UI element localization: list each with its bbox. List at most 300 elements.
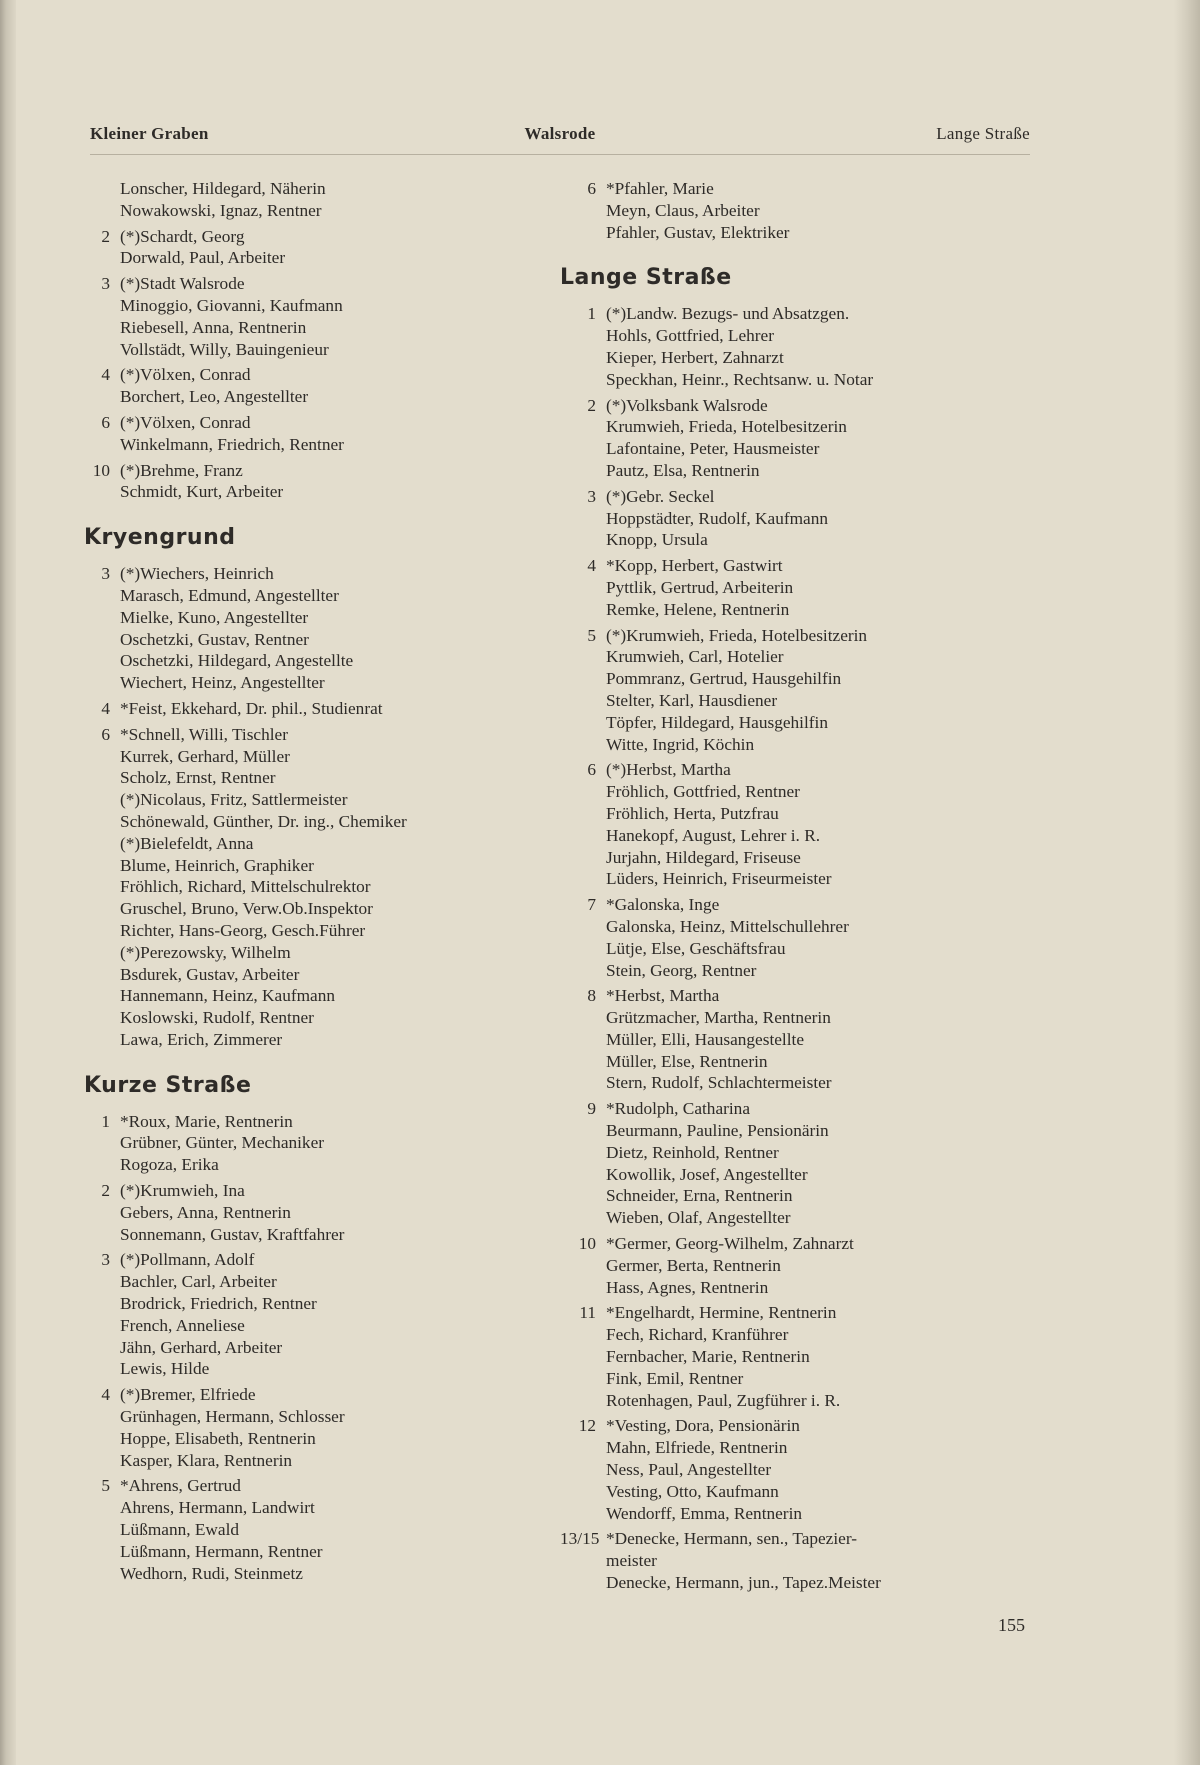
directory-entry (84, 247, 554, 269)
resident-text: Denecke, Hermann, jun., Tapez.Meister (606, 1573, 881, 1593)
page-binding-edge (0, 0, 16, 1765)
directory-entry (84, 985, 554, 1007)
resident-text: Minoggio, Giovanni, Kaufmann (120, 295, 343, 315)
directory-entry (84, 1180, 554, 1202)
directory-entry (84, 1450, 554, 1472)
directory-entry (560, 577, 1015, 599)
directory-entry (84, 339, 554, 361)
resident-text: Witte, Ingrid, Köchin (606, 734, 755, 754)
resident-text: Fink, Emil, Rentner (606, 1368, 744, 1388)
house-number: 6 (101, 724, 110, 744)
directory-entry (84, 1224, 554, 1246)
resident-text: Fröhlich, Herta, Putzfrau (606, 803, 779, 823)
directory-entry (84, 1497, 554, 1519)
resident-text: Wiechert, Heinz, Angestellter (120, 673, 325, 693)
directory-entry (560, 303, 1015, 325)
resident-text: *Engelhardt, Hermine, Rentnerin (606, 1303, 837, 1323)
directory-entry (560, 1164, 1015, 1186)
resident-text: Sonnemann, Gustav, Kraftfahrer (120, 1224, 345, 1244)
resident-text: Fröhlich, Gottfried, Rentner (606, 782, 800, 802)
resident-text: Galonska, Heinz, Mittelschullehrer (606, 916, 849, 936)
directory-entry (84, 386, 554, 408)
directory-entry (84, 746, 554, 768)
resident-text: (*)Krumwieh, Frieda, Hotelbesitzerin (606, 625, 868, 645)
directory-entry (560, 1029, 1015, 1051)
resident-text: Lüßmann, Ewald (120, 1520, 240, 1540)
directory-entry (560, 416, 1015, 438)
directory-entry (560, 347, 1015, 369)
resident-text: Krumwieh, Frieda, Hotelbesitzerin (606, 417, 847, 437)
directory-entry (560, 1437, 1015, 1459)
directory-entry (84, 724, 554, 746)
directory-entry (560, 1185, 1015, 1207)
resident-text: Pommranz, Gertrud, Hausgehilfin (606, 669, 842, 689)
directory-entry (84, 563, 554, 585)
directory-entry (84, 226, 554, 248)
directory-entry (560, 847, 1015, 869)
resident-text: Hass, Agnes, Rentnerin (606, 1277, 769, 1297)
directory-entry (84, 650, 554, 672)
resident-text: *Roux, Marie, Rentnerin (120, 1111, 293, 1131)
address-group (560, 894, 1015, 981)
directory-entry (84, 920, 554, 942)
resident-text: *Schnell, Willi, Tischler (120, 724, 288, 744)
directory-entry (560, 369, 1015, 391)
resident-text: Stern, Rudolf, Schlachtermeister (606, 1073, 832, 1093)
address-group (560, 1302, 1015, 1411)
resident-text: Lewis, Hilde (120, 1359, 210, 1379)
address-group (560, 1415, 1015, 1524)
resident-text: Gebers, Anna, Rentnerin (120, 1202, 291, 1222)
directory-entry (560, 1142, 1015, 1164)
header-right: Lange Straße (936, 124, 1030, 143)
directory-entry (560, 1233, 1015, 1255)
directory-entry (560, 781, 1015, 803)
directory-entry (84, 412, 554, 434)
resident-text: Lüders, Heinrich, Friseurmeister (606, 869, 832, 889)
house-number: 4 (587, 556, 596, 576)
directory-entry (560, 1324, 1015, 1346)
address-group (560, 486, 1015, 551)
street-heading: Kurze Straße (84, 1072, 252, 1098)
directory-entry (560, 200, 1015, 222)
resident-text: Dorwald, Paul, Arbeiter (120, 248, 286, 268)
resident-text: Remke, Helene, Rentnerin (606, 599, 790, 619)
right-column (560, 178, 1015, 1598)
resident-text: *Galonska, Inge (606, 895, 720, 915)
house-number: 2 (101, 226, 110, 246)
directory-entry (560, 555, 1015, 577)
directory-entry (560, 1572, 1015, 1594)
resident-text: *Ahrens, Gertrud (120, 1476, 241, 1496)
resident-text: Jähn, Gerhard, Arbeiter (120, 1337, 283, 1357)
directory-entry (84, 434, 554, 456)
resident-text: Kurrek, Gerhard, Müller (120, 746, 290, 766)
directory-entry (560, 599, 1015, 621)
address-group (560, 1098, 1015, 1229)
resident-text: Fech, Richard, Kranführer (606, 1325, 789, 1345)
address-group (84, 364, 554, 408)
directory-entry (560, 1346, 1015, 1368)
resident-text: Wedhorn, Rudi, Steinmetz (120, 1563, 303, 1583)
address-group (84, 1111, 554, 1176)
resident-text: Fröhlich, Richard, Mittelschulrektor (120, 877, 371, 897)
resident-text: *Germer, Georg-Wilhelm, Zahnarzt (606, 1234, 854, 1254)
resident-text: Pautz, Elsa, Rentnerin (606, 460, 760, 480)
resident-text: French, Anneliese (120, 1315, 245, 1335)
directory-entry (560, 1007, 1015, 1029)
resident-text: Schönewald, Günther, Dr. ing., Chemiker (120, 811, 407, 831)
directory-entry (560, 1255, 1015, 1277)
resident-text: Lafontaine, Peter, Hausmeister (606, 439, 820, 459)
resident-text: Riebesell, Anna, Rentnerin (120, 317, 307, 337)
house-number: 7 (587, 895, 596, 915)
resident-text: Borchert, Leo, Angestellter (120, 387, 309, 407)
address-group (560, 625, 1015, 756)
resident-text: (*)Krumwieh, Ina (120, 1181, 245, 1201)
resident-text: Bachler, Carl, Arbeiter (120, 1272, 277, 1292)
address-group (560, 759, 1015, 890)
resident-text: (*)Volksbank Walsrode (606, 395, 768, 415)
resident-text: *Herbst, Martha (606, 986, 720, 1006)
resident-text: Rogoza, Erika (120, 1155, 219, 1175)
resident-text: Germer, Berta, Rentnerin (606, 1255, 781, 1275)
directory-entry (84, 1428, 554, 1450)
directory-entry (560, 803, 1015, 825)
directory-entry (84, 1154, 554, 1176)
address-group (84, 698, 554, 720)
directory-entry (560, 1390, 1015, 1412)
resident-text: Wieben, Olaf, Angestellter (606, 1208, 791, 1228)
street-heading: Kryengrund (84, 525, 236, 551)
address-group (84, 460, 554, 504)
directory-entry (560, 1503, 1015, 1525)
house-number: 12 (578, 1416, 596, 1436)
directory-entry (84, 789, 554, 811)
directory-entry (84, 1315, 554, 1337)
resident-text: Pyttlik, Gertrud, Arbeiterin (606, 577, 794, 597)
directory-entry (560, 938, 1015, 960)
house-number: 3 (101, 274, 110, 294)
resident-text: Speckhan, Heinr., Rechtsanw. u. Notar (606, 369, 874, 389)
resident-text: Kowollik, Josef, Angestellter (606, 1164, 808, 1184)
directory-entry (84, 1111, 554, 1133)
directory-entry (84, 607, 554, 629)
page-right-edge (1174, 0, 1200, 1765)
house-number: 5 (587, 625, 596, 645)
resident-text: *Denecke, Hermann, sen., Tapezier- (606, 1529, 857, 1549)
directory-entry (560, 1302, 1015, 1324)
directory-entry (84, 460, 554, 482)
directory-entry (84, 876, 554, 898)
directory-entry (84, 1519, 554, 1541)
directory-entry (560, 734, 1015, 756)
house-number: 13/15 (560, 1529, 600, 1549)
directory-entry (84, 317, 554, 339)
resident-text: Jurjahn, Hildegard, Friseuse (606, 847, 801, 867)
resident-text: (*)Nicolaus, Fritz, Sattlermeister (120, 790, 348, 810)
directory-entry (560, 646, 1015, 668)
house-number: 11 (579, 1303, 596, 1323)
resident-text: (*)Schardt, Georg (120, 226, 245, 246)
directory-entry (560, 625, 1015, 647)
resident-text: Scholz, Ernst, Rentner (120, 768, 276, 788)
directory-entry (84, 672, 554, 694)
resident-text: Müller, Elli, Hausangestellte (606, 1029, 804, 1049)
resident-text: (*)Landw. Bezugs- und Absatzgen. (606, 304, 850, 324)
resident-text: (*)Brehme, Franz (120, 460, 243, 480)
resident-text: Gruschel, Bruno, Verw.Ob.Inspektor (120, 899, 373, 919)
resident-text: Schmidt, Kurt, Arbeiter (120, 482, 284, 502)
resident-text: *Rudolph, Catharina (606, 1099, 750, 1119)
directory-entry (84, 1007, 554, 1029)
house-number: 4 (101, 1385, 110, 1405)
directory-entry (84, 364, 554, 386)
directory-entry (84, 698, 554, 720)
house-number: 3 (101, 1250, 110, 1270)
house-number: 6 (587, 760, 596, 780)
resident-text: Marasch, Edmund, Angestellter (120, 585, 339, 605)
directory-entry (84, 295, 554, 317)
directory-entry (84, 178, 554, 200)
house-number: 4 (101, 698, 110, 718)
directory-entry (84, 1132, 554, 1154)
address-group (84, 412, 554, 456)
address-group (84, 724, 554, 1051)
resident-text: Nowakowski, Ignaz, Rentner (120, 200, 322, 220)
directory-entry (560, 1051, 1015, 1073)
address-group (84, 226, 554, 270)
resident-text: Rotenhagen, Paul, Zugführer i. R. (606, 1390, 841, 1410)
directory-entry (560, 1459, 1015, 1481)
house-number: 6 (101, 412, 110, 432)
directory-entry (84, 1249, 554, 1271)
address-group (84, 1384, 554, 1471)
directory-entry (560, 668, 1015, 690)
directory-entry (560, 1120, 1015, 1142)
header-left: Kleiner Graben (90, 124, 209, 143)
resident-text: (*)Perezowsky, Wilhelm (120, 942, 291, 962)
resident-text: Richter, Hans-Georg, Gesch.Führer (120, 920, 366, 940)
resident-text: Müller, Else, Rentnerin (606, 1051, 768, 1071)
resident-text: Oschetzki, Hildegard, Angestellte (120, 651, 354, 671)
directory-entry (84, 1406, 554, 1428)
house-number: 1 (101, 1111, 110, 1131)
resident-text: Meyn, Claus, Arbeiter (606, 200, 760, 220)
house-number: 2 (101, 1181, 110, 1201)
address-group (560, 395, 1015, 482)
directory-entry (560, 894, 1015, 916)
directory-entry (560, 486, 1015, 508)
directory-entry (84, 200, 554, 222)
resident-text: Mahn, Elfriede, Rentnerin (606, 1438, 788, 1458)
address-group (560, 985, 1015, 1094)
resident-text: Grützmacher, Martha, Rentnerin (606, 1008, 831, 1028)
directory-entry (560, 438, 1015, 460)
directory-entry (84, 629, 554, 651)
directory-entry (560, 1098, 1015, 1120)
directory-entry (560, 529, 1015, 551)
address-group (560, 1233, 1015, 1298)
resident-text: Ahrens, Hermann, Landwirt (120, 1498, 315, 1518)
resident-text: Hannemann, Heinz, Kaufmann (120, 986, 335, 1006)
resident-text: Krumwieh, Carl, Hotelier (606, 647, 784, 667)
left-column (84, 178, 554, 1588)
house-number: 4 (101, 365, 110, 385)
address-group (560, 555, 1015, 620)
resident-text: *Vesting, Dora, Pensionärin (606, 1416, 800, 1436)
directory-entry (84, 1358, 554, 1380)
resident-text: Hanekopf, August, Lehrer i. R. (606, 825, 821, 845)
directory-entry (84, 1384, 554, 1406)
resident-text: *Kopp, Herbert, Gastwirt (606, 556, 783, 576)
directory-entry (560, 1368, 1015, 1390)
address-group (84, 1249, 554, 1380)
resident-text: *Feist, Ekkehard, Dr. phil., Studienrat (120, 698, 383, 718)
directory-entry (84, 1337, 554, 1359)
resident-text: Blume, Heinrich, Graphiker (120, 855, 314, 875)
directory-entry (84, 481, 554, 503)
resident-text: Pfahler, Gustav, Elektriker (606, 222, 790, 242)
directory-entry (84, 1271, 554, 1293)
directory-entry (560, 178, 1015, 200)
resident-text: Hoppstädter, Rudolf, Kaufmann (606, 508, 828, 528)
directory-entry (560, 690, 1015, 712)
directory-entry (84, 767, 554, 789)
directory-entry (560, 1481, 1015, 1503)
house-number: 9 (587, 1099, 596, 1119)
house-number: 8 (587, 986, 596, 1006)
resident-text: Kieper, Herbert, Zahnarzt (606, 347, 784, 367)
directory-entry (560, 1550, 1015, 1572)
resident-text: Mielke, Kuno, Angestellter (120, 607, 309, 627)
resident-text: (*)Pollmann, Adolf (120, 1250, 255, 1270)
resident-text: (*)Völxen, Conrad (120, 365, 251, 385)
resident-text: Schneider, Erna, Rentnerin (606, 1186, 793, 1206)
directory-entry (560, 508, 1015, 530)
address-group (560, 178, 1015, 243)
directory-entry (84, 1202, 554, 1224)
resident-text: Vollstädt, Willy, Bauingenieur (120, 339, 329, 359)
resident-text: Lonscher, Hildegard, Näherin (120, 179, 326, 198)
resident-text: *Pfahler, Marie (606, 179, 714, 198)
directory-entry (560, 1072, 1015, 1094)
resident-text: (*)Stadt Walsrode (120, 274, 245, 294)
address-group (560, 303, 1015, 390)
house-number: 6 (587, 179, 596, 198)
resident-text: Lütje, Else, Geschäftsfrau (606, 938, 786, 958)
house-number: 2 (587, 395, 596, 415)
resident-text: Oschetzki, Gustav, Rentner (120, 629, 309, 649)
resident-text: Brodrick, Friedrich, Rentner (120, 1294, 317, 1314)
address-group (84, 1180, 554, 1245)
resident-text: (*)Gebr. Seckel (606, 486, 715, 506)
resident-text: Stelter, Karl, Hausdiener (606, 690, 778, 710)
header-center: Walsrode (524, 124, 596, 143)
resident-text: (*)Bremer, Elfriede (120, 1385, 256, 1405)
directory-entry (84, 1293, 554, 1315)
house-number: 5 (101, 1476, 110, 1496)
page-number: 155 (998, 1615, 1025, 1635)
resident-text: Knopp, Ursula (606, 530, 708, 550)
resident-text: Vesting, Otto, Kaufmann (606, 1481, 779, 1501)
resident-text: Hohls, Gottfried, Lehrer (606, 326, 774, 346)
house-number: 3 (101, 564, 110, 584)
directory-entry (84, 855, 554, 877)
resident-text: Winkelmann, Friedrich, Rentner (120, 434, 344, 454)
directory-entry (84, 833, 554, 855)
resident-text: meister (606, 1551, 657, 1571)
directory-entry (560, 460, 1015, 482)
directory-entry (84, 964, 554, 986)
resident-text: Töpfer, Hildegard, Hausgehilfin (606, 712, 828, 732)
directory-entry (84, 1541, 554, 1563)
directory-entry (84, 942, 554, 964)
directory-entry (560, 916, 1015, 938)
resident-text: (*)Herbst, Martha (606, 760, 731, 780)
resident-text: Stein, Georg, Rentner (606, 960, 757, 980)
directory-entry (84, 1029, 554, 1051)
directory-entry (560, 1277, 1015, 1299)
resident-text: Lüßmann, Hermann, Rentner (120, 1541, 323, 1561)
directory-entry (84, 898, 554, 920)
address-group (84, 273, 554, 360)
directory-entry (84, 273, 554, 295)
directory-entry (84, 1475, 554, 1497)
resident-text: (*)Bielefeldt, Anna (120, 833, 254, 853)
directory-entry (84, 811, 554, 833)
resident-text: Hoppe, Elisabeth, Rentnerin (120, 1428, 316, 1448)
address-group (84, 178, 554, 222)
resident-text: Kasper, Klara, Rentnerin (120, 1450, 293, 1470)
house-number: 10 (92, 460, 110, 480)
street-heading: Lange Straße (560, 265, 732, 291)
directory-entry (560, 222, 1015, 244)
directory-entry (560, 825, 1015, 847)
directory-entry (560, 395, 1015, 417)
directory-entry (560, 868, 1015, 890)
resident-text: (*)Völxen, Conrad (120, 412, 251, 432)
resident-text: Bsdurek, Gustav, Arbeiter (120, 964, 300, 984)
house-number: 3 (587, 486, 596, 506)
resident-text: Fernbacher, Marie, Rentnerin (606, 1347, 810, 1367)
resident-text: Grünhagen, Hermann, Schlosser (120, 1407, 345, 1427)
house-number: 1 (587, 304, 596, 324)
directory-entry (84, 585, 554, 607)
resident-text: (*)Wiechers, Heinrich (120, 564, 274, 584)
directory-entry (560, 759, 1015, 781)
resident-text: Dietz, Reinhold, Rentner (606, 1142, 779, 1162)
directory-entry (560, 1415, 1015, 1437)
directory-entry (84, 1563, 554, 1585)
resident-text: Grübner, Günter, Mechaniker (120, 1133, 324, 1153)
address-group (560, 1528, 1015, 1593)
resident-text: Wendorff, Emma, Rentnerin (606, 1503, 803, 1523)
directory-entry (560, 960, 1015, 982)
address-group (84, 1475, 554, 1584)
resident-text: Lawa, Erich, Zimmerer (120, 1029, 283, 1049)
directory-entry (560, 712, 1015, 734)
resident-text: Ness, Paul, Angestellter (606, 1460, 772, 1480)
house-number: 10 (578, 1234, 596, 1254)
directory-entry (560, 1528, 1015, 1550)
address-group (84, 563, 554, 694)
running-header (90, 118, 1030, 155)
directory-entry (560, 1207, 1015, 1229)
resident-text: Beurmann, Pauline, Pensionärin (606, 1121, 829, 1141)
directory-entry (560, 985, 1015, 1007)
resident-text: Koslowski, Rudolf, Rentner (120, 1008, 314, 1028)
